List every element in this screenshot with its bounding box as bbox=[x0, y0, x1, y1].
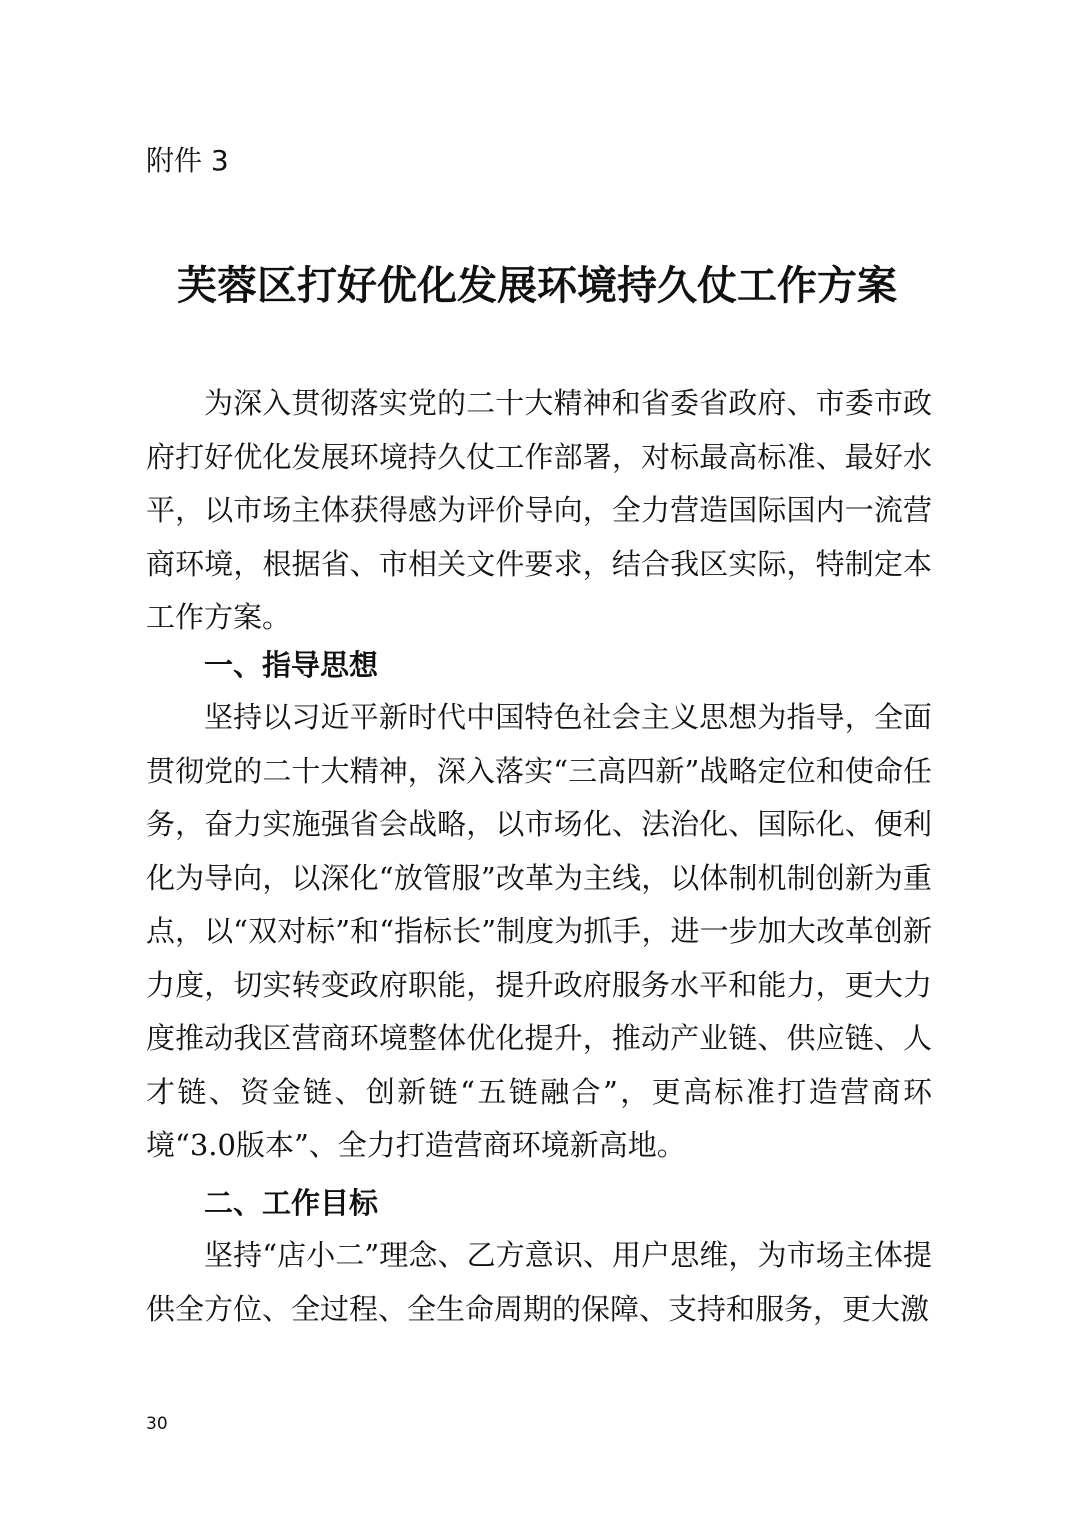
section-paragraph-guiding-ideology: 坚持以习近平新时代中国特色社会主义思想为指导，全面贯彻党的二十大精神，深入落实“三高四新”战略定位和使命任务，奋力实施强省会战略，以市场化、法治化、国际化、便利化为导向，以深化“放管服”改革为主线，以体制机制创新为重点，以“双对标”和“指标长”制度为抓手，进一步加大改革创新力度，切实转变政府职能，提升政府服务水平和能力，更大力度推动我区营商环境整体优化提升，推动产业链、供应链、人才链、资金链、创新链“五链融合”，更高标准打造营商环境“3.0版本”、全力打造营商环境新高地。 bbox=[146, 700, 932, 1162]
document-title: 芙蓉区打好优化发展环境持久仗工作方案 bbox=[177, 262, 897, 309]
attachment-label: 附件 3 bbox=[146, 144, 229, 177]
section-heading-work-goals: 二、工作目标 bbox=[204, 1186, 379, 1220]
page-number: 30 bbox=[146, 1414, 168, 1434]
intro-paragraph: 为深入贯彻落实党的二十大精神和省委省政府、市委市政府打好优化发展环境持久仗工作部署，对标最高标准、最好水平，以市场主体获得感为评价导向，全力营造国际国内一流营商环境，根据省、市相关文件要求，结合我区实际，特制定本工作方案。 bbox=[146, 386, 932, 634]
section-paragraph-work-goals: 坚持“店小二”理念、乙方意识、用户思维，为市场主体提供全方位、全过程、全生命周期的保障、支持和服务，更大激 bbox=[146, 1238, 932, 1326]
section-block-guiding-ideology bbox=[146, 691, 932, 1173]
section-block-work-goals bbox=[146, 1229, 932, 1336]
intro-block bbox=[146, 377, 932, 645]
section-heading-guiding-ideology: 一、指导思想 bbox=[204, 648, 379, 682]
